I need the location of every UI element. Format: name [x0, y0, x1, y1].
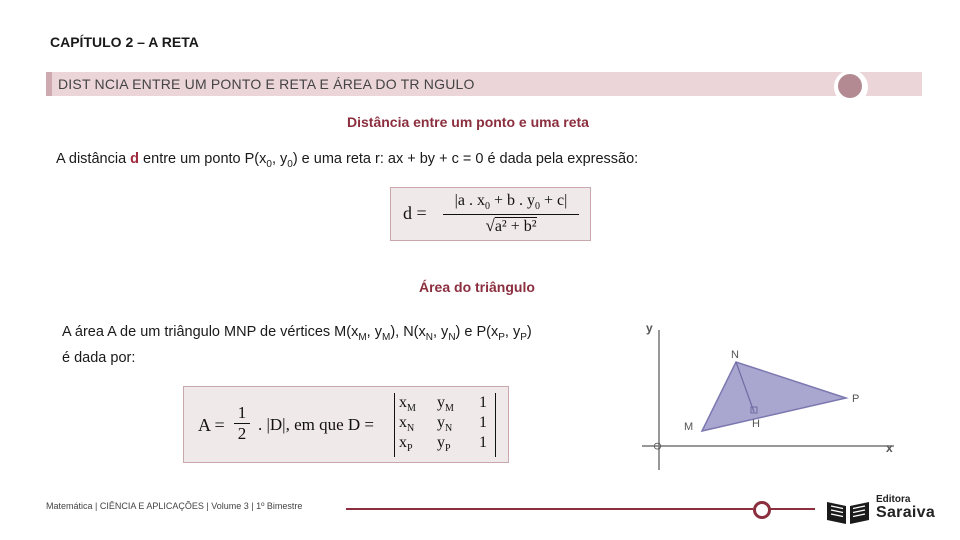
distance-formula-lhs: d = [403, 203, 427, 223]
matrix-cell: $y_N$ [437, 414, 453, 435]
subscript: P [498, 331, 505, 343]
footer-dot [753, 501, 771, 519]
section-banner [46, 72, 922, 96]
subscript: 0 [535, 201, 540, 213]
section-distance-title: Distância entre um ponto e uma reta [347, 114, 589, 130]
triangle-mnp [702, 362, 846, 431]
logo-big-text: Saraiva [876, 504, 936, 521]
vertex-label-m: M [684, 421, 694, 433]
num-part: + b . y [489, 192, 535, 209]
subscript: 0 [266, 158, 272, 170]
footer-line [346, 508, 753, 510]
num-part: + c| [540, 192, 568, 209]
matrix-cell: 1 [479, 394, 487, 411]
logo-small-text: Editora [876, 494, 911, 505]
matrix-cell: $y_M$ [437, 394, 454, 415]
triangle-graph [636, 318, 906, 478]
text-fragment: , y [366, 324, 382, 340]
subscript: P [520, 331, 527, 343]
vertex-label-n: N [731, 349, 739, 361]
text-fragment: ) e uma reta r: ax + by + c = 0 é dada pela expressão: [292, 151, 639, 167]
text-fragment: , y [504, 324, 521, 340]
variable-d: d [130, 151, 140, 167]
distance-description [56, 149, 638, 175]
area-formula-box [183, 386, 509, 463]
subscript: M [358, 331, 367, 343]
subscript: N [448, 331, 456, 343]
distance-formula-box [390, 187, 591, 241]
distance-numerator [443, 192, 579, 215]
matrix-cell: $y_P$ [437, 434, 451, 455]
y-axis-label: y [646, 321, 653, 335]
origin-label: O [653, 442, 664, 450]
banner-circle-icon [838, 74, 862, 98]
area-line-1 [62, 322, 532, 348]
x-axis-label: x [886, 441, 893, 455]
matrix-cell: 1 [479, 434, 487, 451]
determinant-matrix [394, 393, 496, 457]
denominator-text: a² + b² [494, 218, 537, 236]
subscript: 0 [484, 201, 490, 213]
vertex-label-p: P [852, 393, 860, 405]
banner-title: DIST NCIA ENTRE UM PONTO E RETA E ÁREA DO TR NGULO [58, 76, 475, 92]
num-part: |a . x [454, 192, 485, 209]
matrix-cell: $x_N$ [399, 414, 415, 435]
text-fragment: A área A de um triângulo MNP de vértices M(x [62, 324, 359, 340]
book-icon [824, 496, 872, 526]
foot-label-h: H [752, 418, 760, 430]
fraction-numerator: 1 [234, 403, 250, 424]
footer-line-right [765, 508, 815, 510]
subscript: N [425, 331, 433, 343]
area-description [62, 322, 532, 368]
banner-strip [46, 72, 52, 96]
text-fragment: ) e P(x [455, 324, 499, 340]
fraction-denominator: 2 [237, 424, 247, 443]
matrix-cell: $x_P$ [399, 434, 413, 455]
area-line-2: é dada por: [62, 349, 136, 366]
text-fragment: ), N(x [390, 324, 426, 340]
subscript: M [381, 331, 391, 343]
distance-denominator [443, 215, 579, 236]
text-fragment: ) [526, 324, 532, 340]
subscript: 0 [287, 158, 293, 170]
text-fragment: entre um ponto P(x [139, 151, 267, 167]
text-fragment: , y [433, 324, 449, 340]
distance-formula-fraction [443, 192, 579, 236]
sqrt-icon: √ [485, 216, 495, 236]
area-formula-fraction [234, 403, 250, 444]
chapter-title: CAPÍTULO 2 – A RETA [50, 34, 199, 50]
text-fragment: , y [271, 151, 288, 167]
section-area-title: Área do triângulo [419, 279, 535, 295]
matrix-cell: 1 [479, 414, 487, 431]
matrix-cell: $x_M$ [399, 394, 416, 415]
area-formula-middle: . |D|, em que D = [258, 415, 375, 434]
text-fragment: A distância [56, 151, 131, 167]
area-formula-lhs: A = [198, 415, 225, 435]
footer-text: Matemática | CIÊNCIA E APLICAÇÕES | Volume 3 | 1º Bimestre [46, 501, 303, 511]
